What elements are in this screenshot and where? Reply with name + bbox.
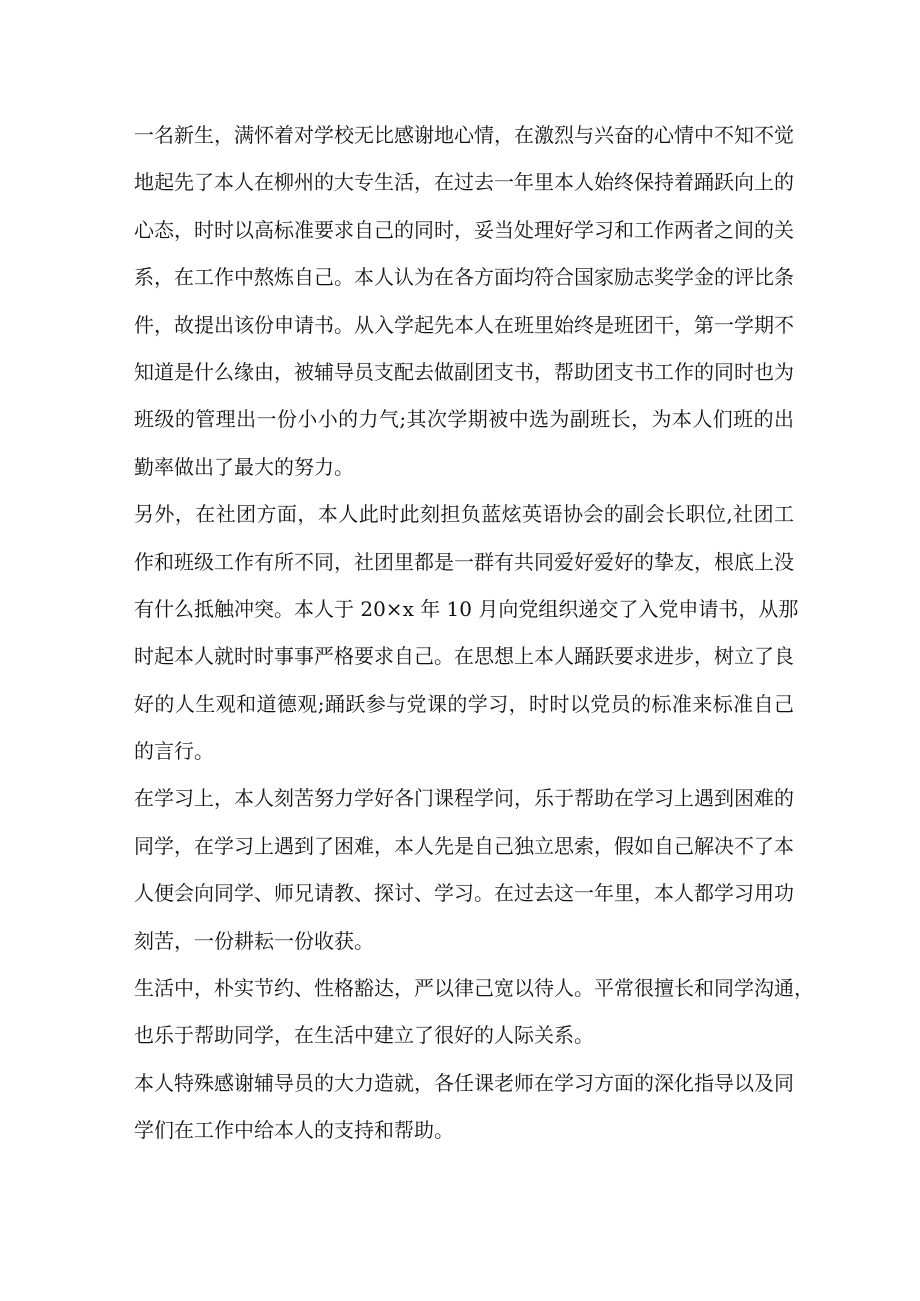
text-line: 的言行。 xyxy=(134,739,214,764)
text-line: 学们在工作中给本人的支持和帮助。 xyxy=(134,1118,454,1143)
text-line: 知道是什么缘由，被辅导员支配去做副团支书，帮助团支书工作的同时也为 xyxy=(134,359,794,384)
text-line: 班级的管理出一份小小的力气;其次学期被中选为副班长，为本人们班的出 xyxy=(134,407,794,432)
text-line: 勤率做出了最大的努力。 xyxy=(134,454,354,479)
text-line: 同学，在学习上遇到了困难，本人先是自己独立思索，假如自己解决不了本 xyxy=(134,833,794,858)
paragraph-life xyxy=(134,965,814,1060)
paragraph-intro xyxy=(134,112,794,491)
text-line: 生活中，朴实节约、性格豁达，严以律己宽以待人。平常很擅长和同学沟通， xyxy=(134,976,814,1001)
paragraph-thanks xyxy=(134,1060,794,1155)
document-body xyxy=(134,112,814,1155)
text-line: 系，在工作中熬炼自己。本人认为在各方面均符合国家励志奖学金的评比条 xyxy=(134,265,794,290)
text-line: 时起本人就时时事事严格要求自己。在思想上本人踊跃要求进步，树立了良 xyxy=(134,644,794,669)
text-line: 人便会向同学、师兄请教、探讨、学习。在过去这一年里，本人都学习用功 xyxy=(134,881,794,906)
text-line: 件，故提出该份申请书。从入学起先本人在班里始终是班团干，第一学期不 xyxy=(134,312,794,337)
text-line: 心态，时时以高标准要求自己的同时，妥当处理好学习和工作两者之间的关 xyxy=(134,217,794,242)
text-line: 一名新生，满怀着对学校无比感谢地心情，在激烈与兴奋的心情中不知不觉 xyxy=(134,123,794,147)
paragraph-clubs xyxy=(134,491,799,775)
paragraph-study xyxy=(134,775,794,965)
text-line: 有什么抵触冲突。本人于 20×x 年 10 月向党组织递交了入党申请书，从那 xyxy=(134,596,799,621)
text-line: 在学习上，本人刻苦努力学好各门课程学问，乐于帮助在学习上遇到困难的 xyxy=(134,786,794,811)
text-line: 刻苦，一份耕耘一份收获。 xyxy=(134,928,374,953)
text-line: 本人特殊感谢辅导员的大力造就，各任课老师在学习方面的深化指导以及同 xyxy=(134,1070,794,1095)
text-line: 也乐于帮助同学，在生活中建立了很好的人际关系。 xyxy=(134,1023,594,1048)
text-line: 另外，在社团方面，本人此时此刻担负蓝炫英语协会的副会长职位,社团工 xyxy=(134,502,794,527)
text-line: 作和班级工作有所不同，社团里都是一群有共同爱好爱好的挚友，根底上没 xyxy=(134,549,794,574)
text-line: 好的人生观和道德观;踊跃参与党课的学习，时时以党员的标准来标准自己 xyxy=(134,691,794,716)
text-line: 地起先了本人在柳州的大专生活，在过去一年里本人始终保持着踊跃向上的 xyxy=(134,170,794,195)
